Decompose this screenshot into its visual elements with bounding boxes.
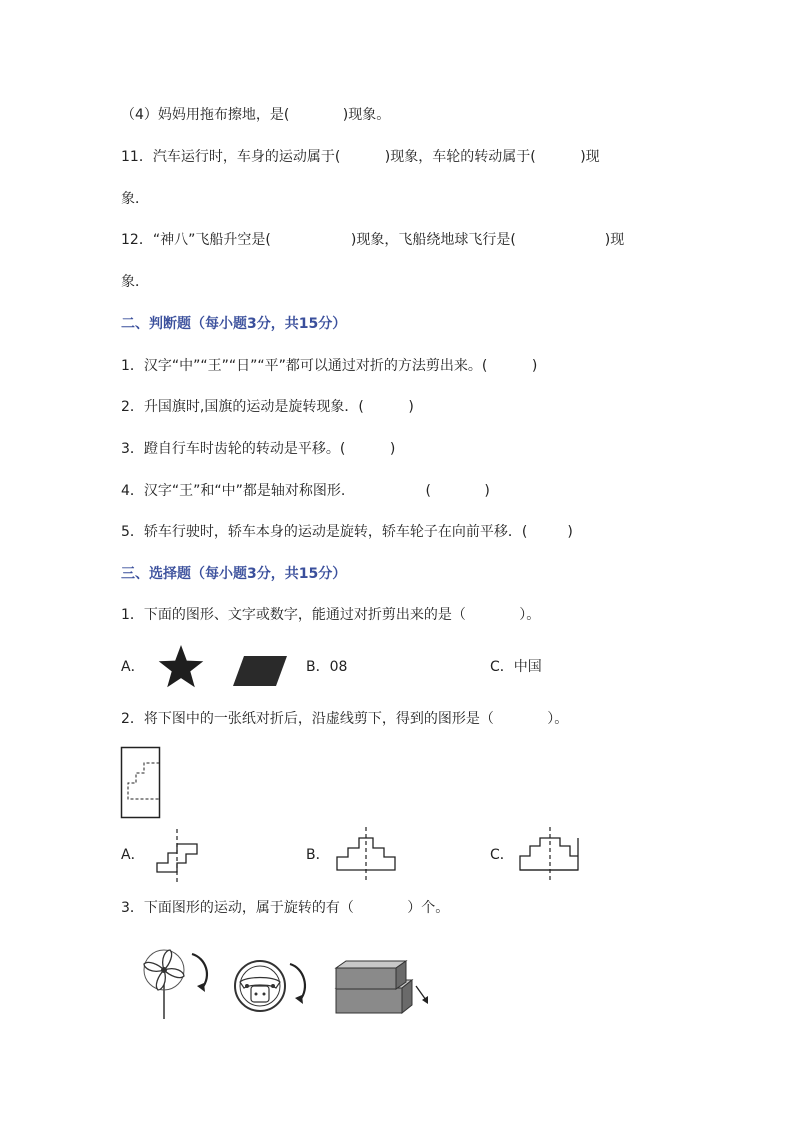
judge-item-5: 5．轿车行驶时，轿车本身的运动是旋转，轿车轮子在向前平移．( ) [121, 524, 573, 540]
pinwheel-icon [140, 946, 218, 1022]
question-11-line2: 象． [121, 191, 149, 207]
choice-question-1: 1．下面的图形、文字或数字，能通过对折剪出来的是（ ）。 [121, 607, 541, 623]
question-11-line1: 11．汽车运行时，车身的运动属于( )现象，车轮的转动属于( )现 [121, 149, 600, 165]
judge-item-3: 3．蹬自行车时齿轮的转动是平移。( ) [121, 441, 396, 457]
choice-1-option-c: C．中国 [490, 659, 542, 675]
question-12-line2: 象． [121, 274, 149, 290]
question-4: （4）妈妈用拖布擦地，是( )现象。 [121, 107, 391, 123]
stacked-blocks-icon [332, 958, 436, 1016]
choice-question-2: 2．将下图中的一张纸对折后，沿虚线剪下，得到的图形是（ ）。 [121, 711, 569, 727]
choice-2-option-a: A． [121, 847, 145, 863]
choice-question-3: 3．下面图形的运动，属于旋转的有（ ）个。 [121, 900, 450, 916]
section-3-title: 三、选择题（每小题3分，共15分） [121, 566, 347, 582]
judge-item-2: 2．升国旗时,国旗的运动是旋转现象．( ) [121, 399, 414, 415]
section-2-title: 二、判断题（每小题3分，共15分） [121, 316, 347, 332]
parallelogram-icon [232, 655, 288, 687]
judge-item-1: 1．汉字“中”“王”“日”“平”都可以通过对折的方法剪出来。( ) [121, 358, 538, 374]
choice-1-option-a: A． [121, 659, 145, 675]
option-b-shape [335, 826, 397, 884]
option-c-shape [518, 826, 582, 884]
judge-item-4: 4．汉字“王”和“中”都是轴对称图形. ( ) [121, 483, 490, 499]
option-a-shape [150, 828, 202, 886]
question-12-line1: 12．“神八”飞船升空是( )现象，飞船绕地球飞行是( )现 [121, 232, 625, 248]
choice-2-option-b: B． [306, 847, 330, 863]
steering-wheel-icon [232, 956, 316, 1016]
folded-paper-figure [120, 746, 162, 819]
choice-2-option-c: C． [490, 847, 514, 863]
star-icon [156, 643, 206, 691]
choice-1-option-b: B．08 [306, 659, 348, 675]
